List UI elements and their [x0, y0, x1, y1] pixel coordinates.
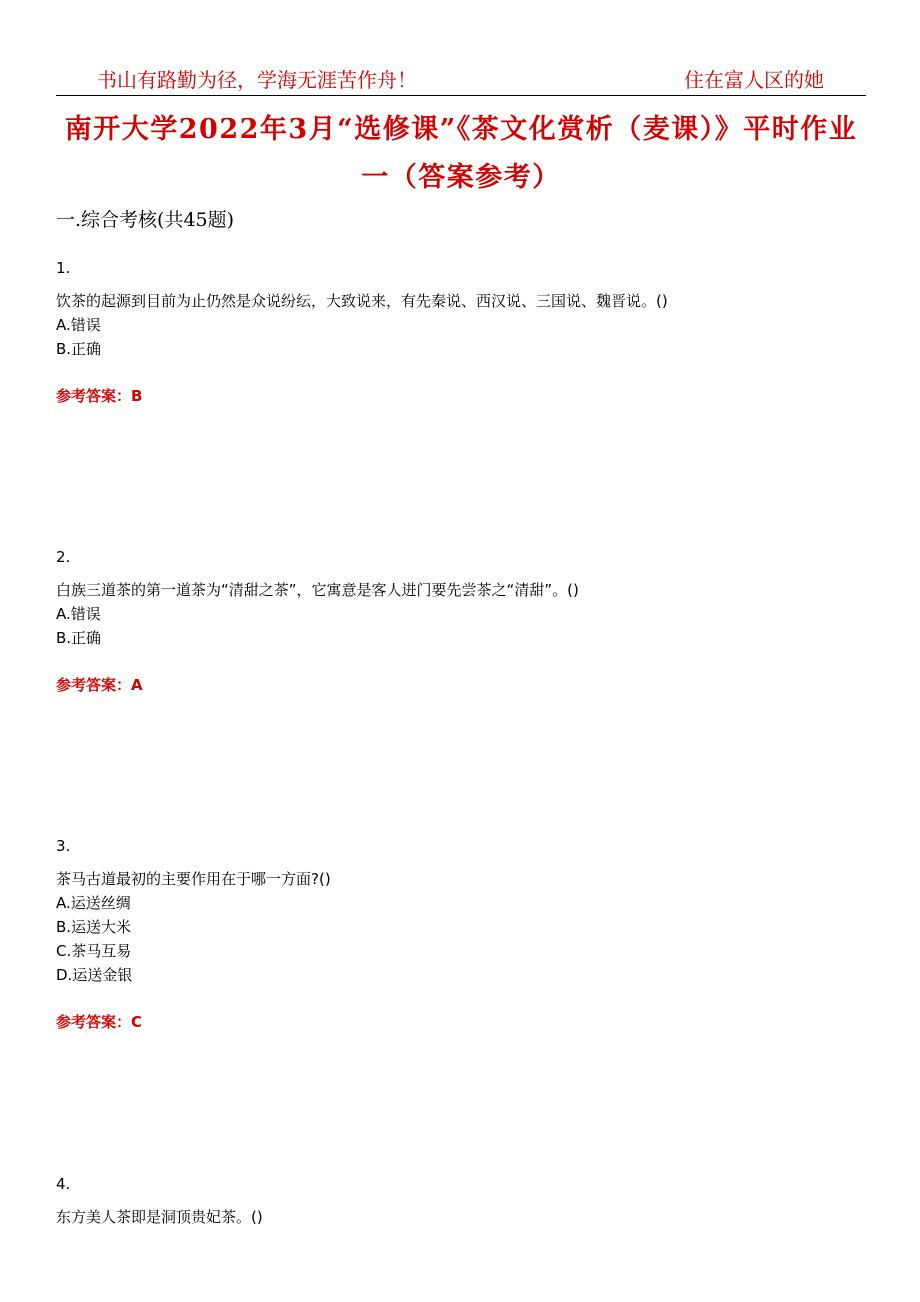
option-b: B.运送大米	[56, 918, 132, 936]
question-text: 饮茶的起源到目前为止仍然是众说纷纭，大致说来，有先秦说、西汉说、三国说、魏晋说。()	[56, 292, 668, 310]
option-b: B.正确	[56, 629, 102, 647]
question-number: 4.	[56, 1175, 71, 1193]
option-c: C.茶马互易	[56, 942, 132, 960]
question-text: 东方美人茶即是洞顶贵妃茶。()	[56, 1208, 263, 1226]
option-a: A.错误	[56, 605, 101, 623]
option-b: B.正确	[56, 340, 102, 358]
question-1	[56, 258, 876, 407]
question-2	[56, 547, 876, 696]
reference-answer: 参考答案：C	[56, 1013, 143, 1031]
reference-answer: 参考答案：B	[56, 387, 143, 405]
question-number: 2.	[56, 548, 71, 566]
header-divider	[56, 95, 866, 96]
section-heading: 一.综合考核(共45题)	[56, 209, 235, 231]
header-motto: 书山有路勤为径，学海无涯苦作舟！	[97, 68, 417, 92]
reference-answer: 参考答案：A	[56, 676, 143, 694]
question-text: 茶马古道最初的主要作用在于哪一方面?()	[56, 870, 331, 888]
option-a: A.运送丝绸	[56, 894, 131, 912]
document-title: 南开大学2022年3月“选修课”《茶文化赏析（麦课）》平时作业一（答案参考）	[64, 114, 858, 193]
question-text: 白族三道茶的第一道茶为“清甜之茶”，它寓意是客人进门要先尝茶之“清甜”。()	[56, 581, 579, 599]
option-a: A.错误	[56, 316, 101, 334]
page-header	[0, 64, 920, 94]
question-3	[56, 836, 876, 1033]
question-number: 1.	[56, 259, 71, 277]
option-d: D.运送金银	[56, 966, 133, 984]
header-author: 住在富人区的她	[684, 68, 824, 92]
question-4	[56, 1174, 876, 1229]
question-number: 3.	[56, 837, 71, 855]
